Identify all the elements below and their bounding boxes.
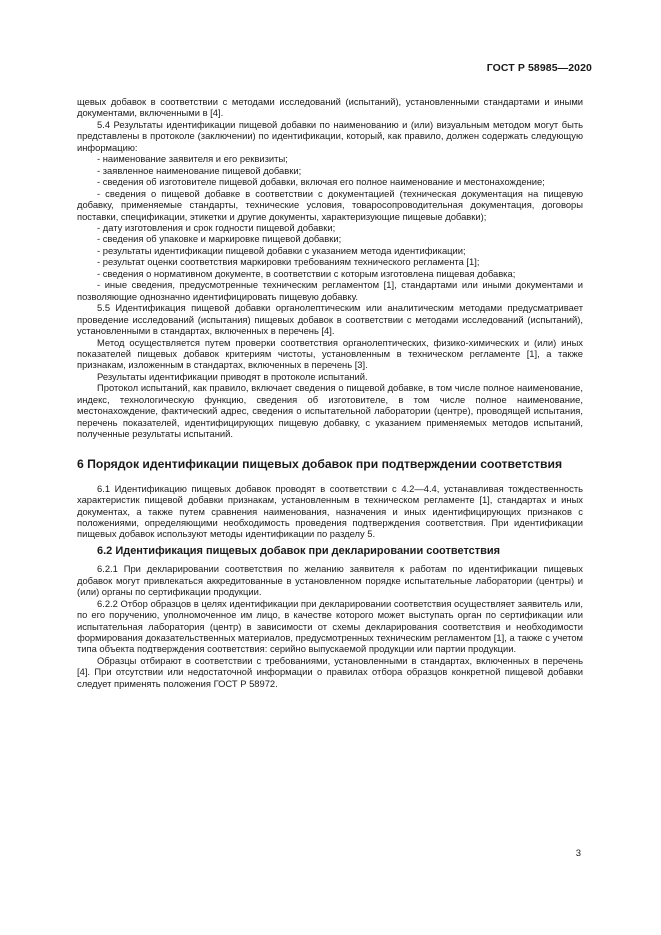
paragraph-6-2-2: 6.2.2 Отбор образцов в целях идентификации при декларировании соответствия осуществляет заявитель или, по его поручению, уполномоченное им лицо, в качестве которого может выступать орган по сертификации или испытательная лаборатория (центр) в зависимости от схемы декларирования соответствия и необходимости формирования доказательственных материалов, предусмотренных техническим регламентом [1], а также с учетом типа объекта подтверждения соответствия: серийно выпускаемой продукции или партии продукции. xyxy=(77,597,583,655)
paragraph: Протокол испытаний, как правило, включает сведения о пищевой добавке, в том числе полное наименование, индекс, технологическую функцию, сведения об изготовителе, в том числе полное наименование, местонахождение, фактический адрес, сведения о испытательной лаборатории (центре), проводящей испытания, перечень показателей, идентифицирующих пищевую добавку, с указанием применяемых методов испытаний, полученные результаты испытаний. xyxy=(77,382,583,440)
list-item: - результат оценки соответствия маркировки требованиям технического регламента [1]; xyxy=(97,256,480,268)
page-number: 3 xyxy=(575,848,581,859)
list-item: - сведения о нормативном документе, в соответствии с которым изготовлена пищевая добавка; xyxy=(97,267,516,279)
section-6-heading: 6 Порядок идентификации пищевых добавок при подтверждении соответствия xyxy=(77,456,563,471)
list-item: - результаты идентификации пищевой добавки с указанием метода идентификации; xyxy=(97,244,466,256)
paragraph-5-5: 5.5 Идентификация пищевой добавки органолептическим или аналитическим методами предусматривает проведение исследований (испытания) пищевых добавок в соответствии с методами исследований (испытаний), установленными в стандартах, включенных в перечень [4]. xyxy=(77,302,583,337)
list-item: - сведения об упаковке и маркировке пищевой добавки; xyxy=(97,233,342,245)
list-item: - дату изготовления и срок годности пищевой добавки; xyxy=(97,221,336,233)
list-item: - сведения о пищевой добавке в соответствии с документацией (техническая документация на пищевую добавку, применяемые стандарты, технические условия, товаросопроводительная документация, договоры поставки, спецификации, этикетки и другие документы, характеризующие пищевые добавки); xyxy=(77,187,583,222)
paragraph-5-4: 5.4 Результаты идентификации пищевой добавки по наименованию и (или) визуальным методом могут быть представлены в протоколе (заключении) по идентификации, который, как правило, должен содержать следующую информацию: xyxy=(77,118,583,153)
paragraph-6-2-1: 6.2.1 При декларировании соответствия по желанию заявителя к работам по идентификации пищевых добавок могут привлекаться аккредитованные в установленном порядке испытательные лаборатории (центры) и (или) органы по сертификации продукции. xyxy=(77,563,583,598)
page-content xyxy=(77,96,583,689)
requirements-list xyxy=(77,153,583,302)
paragraph: щевых добавок в соответствии с методами исследований (испытаний), установленными стандартами и иными документами, включенными в [4]. xyxy=(77,96,583,119)
list-item: - наименование заявителя и его реквизиты; xyxy=(97,153,288,165)
list-item: - иные сведения, предусмотренные техническим регламентом [1], стандартами или иными документами и позволяющие однозначно идентифицировать пищевую добавку. xyxy=(77,279,583,302)
subsection-6-2-heading: 6.2 Идентификация пищевых добавок при декларировании соответствия xyxy=(97,544,501,557)
document-code: ГОСТ Р 58985—2020 xyxy=(486,62,592,74)
paragraph-6-1: 6.1 Идентификацию пищевых добавок проводят в соответствии с 4.2—4.4, устанавливая тождественность характеристик пищевой добавки признакам, установленным в техническом регламенте [1], стандартах и иных документах, а также путем сравнения наименования, назначения и иных идентифицирующих признаков с положениями, определяющими необходимость проведения подтверждения соответствия. При идентификации пищевых добавок используют методы идентификации по разделу 5. xyxy=(77,482,583,540)
list-item: - сведения об изготовителе пищевой добавки, включая его полное наименование и местонахождение; xyxy=(97,176,545,188)
paragraph: Результаты идентификации приводят в протоколе испытаний. xyxy=(97,370,368,382)
paragraph: Метод осуществляется путем проверки соответствия органолептических, физико-химических и (или) иных показателей пищевых добавок критериям чистоты, установленным в техническом регламенте [1], а также признакам, изложенным в стандартах, включенных в перечень [3]. xyxy=(77,336,583,371)
paragraph: Образцы отбирают в соответствии с требованиями, установленными в стандартах, включенных в перечень [4]. При отсутствии или недостаточной информации о правилах отбора образцов конкретной пищевой добавки следует применять положения ГОСТ Р 58972. xyxy=(77,654,583,689)
list-item: - заявленное наименование пищевой добавки; xyxy=(97,164,302,176)
